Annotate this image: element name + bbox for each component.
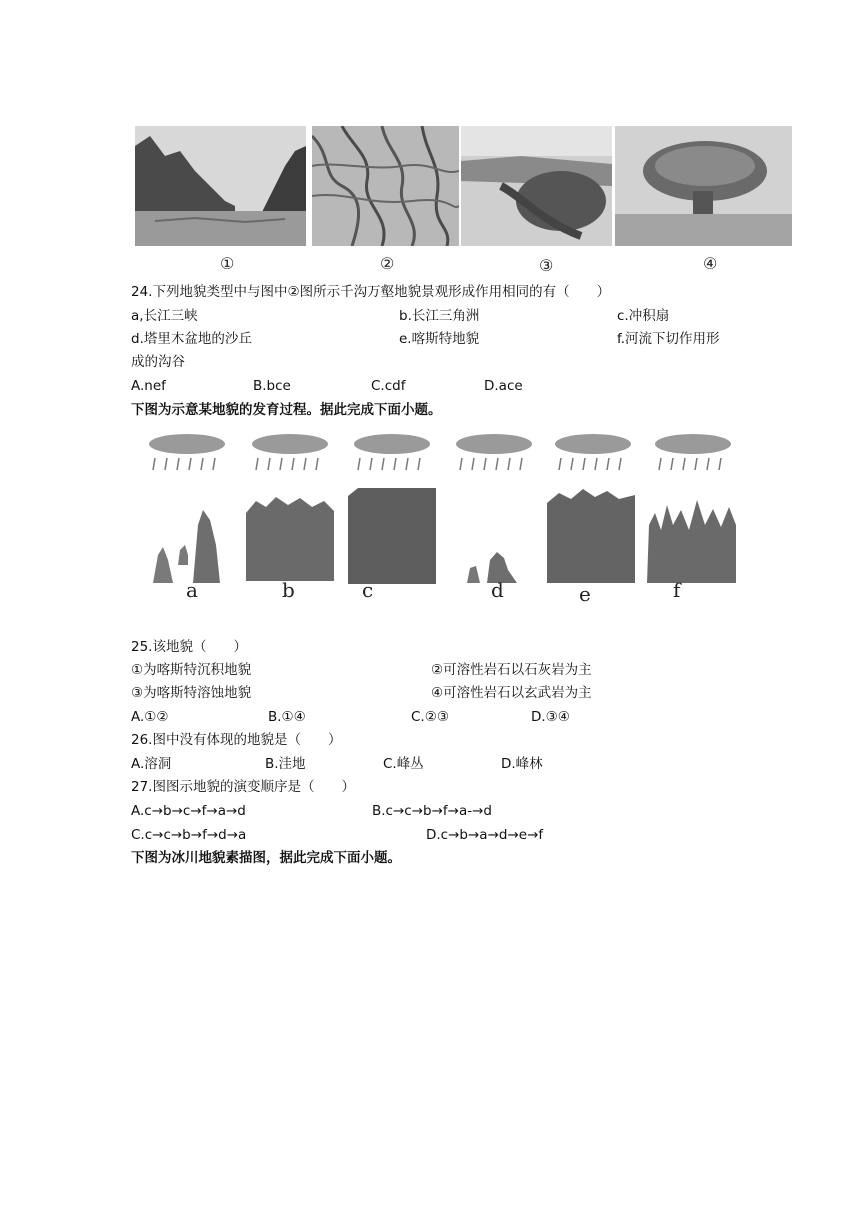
q24-option-e: e.喀斯特地貌 bbox=[399, 331, 480, 347]
stage-label-c: c bbox=[362, 578, 374, 602]
stage-label-f: f bbox=[673, 578, 681, 602]
q25-statement-2: ②可溶性岩石以石灰岩为主 bbox=[431, 662, 592, 678]
q25-stem: 25.该地貌（ ） bbox=[131, 639, 247, 655]
q25-choice-b[interactable]: B.①④ bbox=[268, 709, 306, 725]
stage-label-e: e bbox=[579, 582, 591, 606]
rain-cloud-icon bbox=[145, 430, 230, 475]
stage-label-b: b bbox=[282, 578, 295, 602]
q26-stem: 26.图中没有体现的地貌是（ ） bbox=[131, 732, 342, 748]
q24-option-a: a,长江三峡 bbox=[131, 308, 198, 324]
q27-choice-b[interactable]: B.c→c→b→f→a-→d bbox=[372, 803, 492, 819]
q24-choice-a[interactable]: A.nef bbox=[131, 378, 166, 394]
q24-option-f-cont: 成的沟谷 bbox=[131, 354, 185, 370]
rain-cloud-icon bbox=[551, 430, 636, 475]
karst-stage-a bbox=[148, 505, 228, 585]
rain-cloud-icon bbox=[651, 430, 736, 475]
photo-caption-4: ④ bbox=[703, 254, 718, 273]
q26-choice-c[interactable]: C.峰丛 bbox=[383, 756, 424, 772]
q25-statement-3: ③为喀斯特溶蚀地貌 bbox=[131, 685, 252, 701]
intro-glacier: 下图为冰川地貌素描图，据此完成下面小题。 bbox=[131, 850, 401, 866]
q24-option-b: b.长江三角洲 bbox=[399, 308, 480, 324]
q27-choice-a[interactable]: A.c→b→c→f→a→d bbox=[131, 803, 246, 819]
karst-stage-f bbox=[645, 495, 738, 585]
photo-caption-3: ③ bbox=[539, 256, 554, 275]
q27-choice-d[interactable]: D.c→b→a→d→e→f bbox=[426, 827, 544, 843]
q24-choice-b[interactable]: B.bce bbox=[253, 378, 291, 394]
q24-choice-d[interactable]: D.ace bbox=[484, 378, 523, 394]
q27-choice-c[interactable]: C.c→c→b→f→d→a bbox=[131, 827, 247, 843]
q25-statement-1: ①为喀斯特沉积地貌 bbox=[131, 662, 252, 678]
rain-cloud-icon bbox=[452, 430, 537, 475]
q24-choice-c[interactable]: C.cdf bbox=[371, 378, 406, 394]
stage-label-a: a bbox=[186, 578, 198, 602]
rain-cloud-icon bbox=[350, 430, 435, 475]
intro-karst: 下图为示意某地貌的发育过程。据此完成下面小题。 bbox=[131, 402, 442, 418]
gorge-photo bbox=[135, 126, 306, 246]
karst-stage-b bbox=[244, 493, 336, 585]
photo-caption-2: ② bbox=[380, 254, 395, 273]
gullied-land-photo bbox=[312, 126, 459, 246]
karst-stage-e bbox=[545, 487, 637, 585]
stage-label-d: d bbox=[491, 578, 504, 602]
q26-choice-d[interactable]: D.峰林 bbox=[501, 756, 543, 772]
q24-option-d: d.塔里木盆地的沙丘 bbox=[131, 331, 252, 347]
q24-option-c: c.冲积扇 bbox=[617, 308, 670, 324]
photo-caption-1: ① bbox=[220, 254, 235, 273]
q25-statement-4: ④可溶性岩石以玄武岩为主 bbox=[431, 685, 592, 701]
karst-stage-c bbox=[346, 486, 439, 586]
q24-stem: 24.下列地貌类型中与图中②图所示千沟万壑地貌景观形成作用相同的有（ ） bbox=[131, 284, 611, 300]
mushroom-rock-photo bbox=[615, 126, 792, 246]
q24-option-f: f.河流下切作用形 bbox=[617, 331, 720, 347]
q25-choice-c[interactable]: C.②③ bbox=[411, 709, 449, 725]
q25-choice-d[interactable]: D.③④ bbox=[531, 709, 570, 725]
rain-cloud-icon bbox=[248, 430, 333, 475]
lake-desert-photo bbox=[461, 126, 612, 246]
q26-choice-a[interactable]: A.溶洞 bbox=[131, 756, 172, 772]
q26-choice-b[interactable]: B.洼地 bbox=[265, 756, 306, 772]
q25-choice-a[interactable]: A.①② bbox=[131, 709, 169, 725]
q27-stem: 27.图图示地貌的演变顺序是（ ） bbox=[131, 779, 355, 795]
